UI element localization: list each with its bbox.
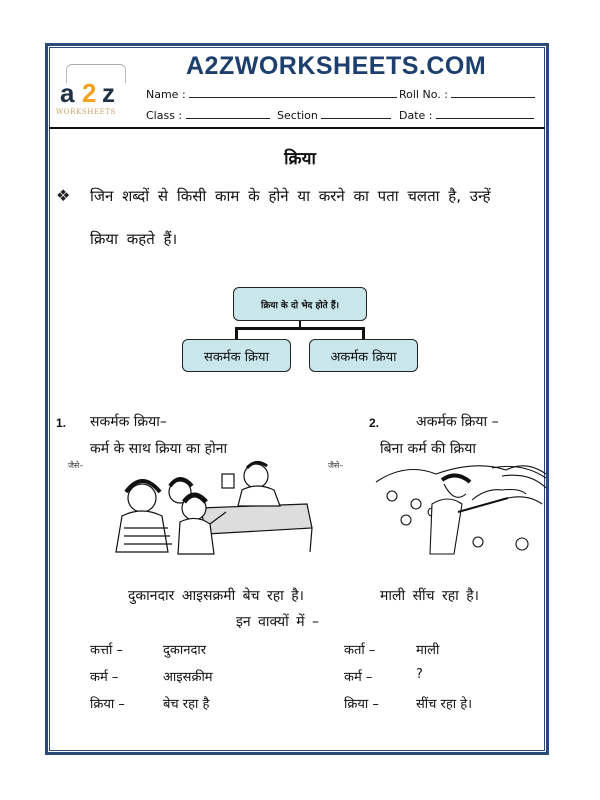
section-field[interactable] — [277, 108, 391, 122]
diagram-connector-left — [235, 327, 238, 339]
name-field[interactable] — [146, 87, 397, 101]
worksheet-title: क्रिया — [284, 149, 316, 169]
diagram-right-box — [309, 339, 418, 372]
logo-letter-2: 2 — [82, 78, 97, 108]
diagram-left-box — [182, 339, 291, 372]
bullet-diamond-icon: ❖ — [56, 186, 71, 205]
example-sentence-right: माली सींच रहा है। — [380, 588, 479, 604]
name-label: Name : — [146, 88, 186, 101]
diagram-connector-horizontal — [235, 327, 365, 330]
diagram-right-text: अकर्मक क्रिया — [330, 349, 397, 365]
definition-line-2: क्रिया कहते हैं। — [90, 230, 178, 248]
section-1-example-label: जैसे– — [68, 461, 84, 470]
right-karta-label: कर्ता – — [344, 643, 376, 658]
section-1-heading: सकर्मक क्रिया– — [90, 414, 167, 430]
right-karm-value: ? — [416, 667, 423, 682]
diagram-root-text: क्रिया के दो भेद होते हैं। — [260, 300, 340, 311]
right-kriya-value: सींच रहा हे। — [416, 697, 473, 712]
roll-field[interactable] — [399, 87, 535, 101]
diagram-left-text: सकर्मक क्रिया — [204, 349, 269, 365]
class-label: Class : — [146, 109, 183, 122]
left-kriya-label: क्रिया – — [90, 697, 125, 712]
right-karm-label: कर्म – — [344, 670, 373, 685]
section-2-heading: अकर्मक क्रिया – — [416, 414, 499, 430]
section-2-description: बिना कर्म की क्रिया — [380, 441, 476, 457]
class-field[interactable] — [146, 108, 270, 122]
site-logo — [56, 62, 136, 124]
name-blank[interactable] — [189, 87, 397, 98]
left-karta-label: कर्त्ता – — [90, 643, 123, 658]
logo-letter-a: a — [60, 78, 75, 108]
section-2-number: 2. — [369, 416, 380, 430]
diagram-root-box — [233, 287, 367, 321]
date-label: Date : — [399, 109, 433, 122]
header-divider — [49, 127, 545, 129]
section-blank[interactable] — [321, 108, 391, 119]
left-karm-label: कर्म – — [90, 670, 119, 685]
section-1-number: 1. — [56, 416, 67, 430]
section-1-description: कर्म के साथ क्रिया का होना — [90, 441, 228, 457]
date-field[interactable] — [399, 108, 534, 122]
section-2-example-label: जैसे– — [328, 461, 344, 470]
shopkeeper-illustration — [102, 458, 314, 556]
section-label: Section — [277, 109, 318, 122]
date-blank[interactable] — [436, 108, 534, 119]
gardener-illustration — [372, 460, 548, 556]
class-blank[interactable] — [186, 108, 270, 119]
left-kriya-value: बेच रहा है — [163, 697, 210, 712]
example-sentence-left: दुकानदार आइसक्रमी बेच रहा है। — [128, 588, 304, 604]
logo-subtitle: WORKSHEETS — [56, 108, 117, 116]
analysis-intro: इन वाक्यों में – — [236, 614, 320, 630]
diagram-connector-right — [362, 327, 365, 339]
definition-line-1: जिन शब्दों से किसी काम के होने या करने का पता चलता है, उन्हें — [90, 187, 491, 205]
roll-label: Roll No. : — [399, 88, 448, 101]
right-kriya-label: क्रिया – — [344, 697, 379, 712]
right-karta-value: माली — [416, 643, 440, 658]
left-karm-value: आइसक्रीम — [163, 670, 213, 685]
roll-blank[interactable] — [451, 87, 535, 98]
left-karta-value: दुकानदार — [163, 643, 207, 658]
site-title: A2ZWORKSHEETS.COM — [186, 52, 487, 80]
logo-letter-z: z — [102, 78, 115, 108]
